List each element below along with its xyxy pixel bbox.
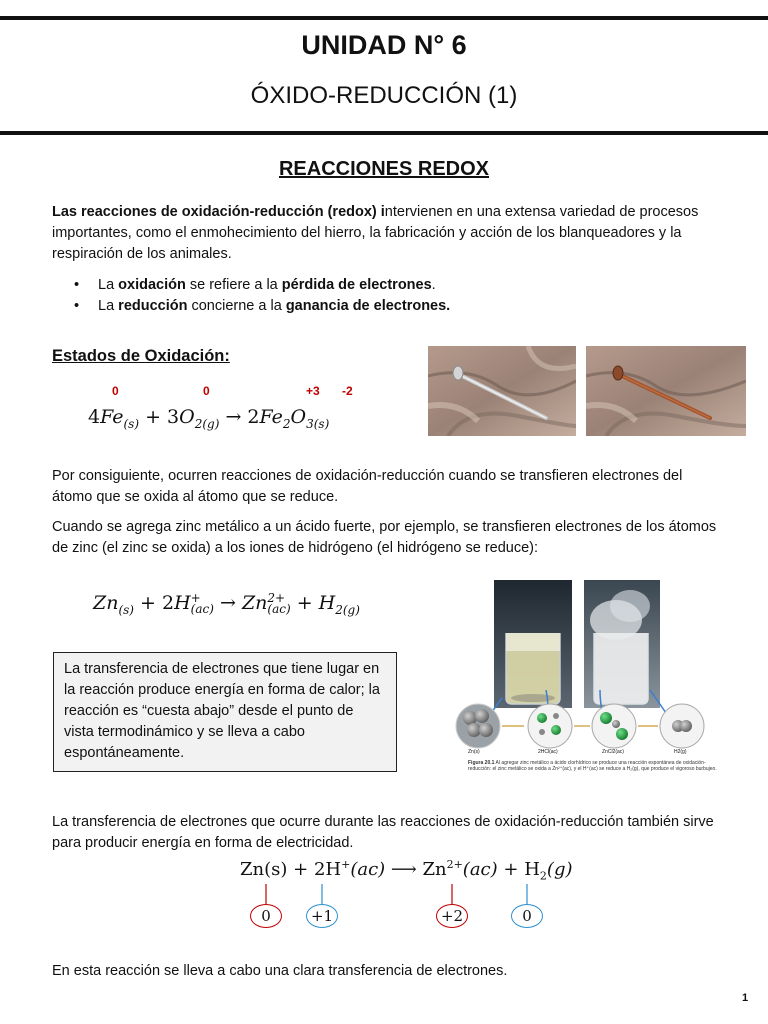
header-bottom-rule (0, 131, 768, 135)
oxidation-states-heading: Estados de Oxidación: (52, 347, 230, 365)
info-box: La transferencia de electrones que tiene lugar en la reacción produce energía en forma de calor; la reacción es “cuesta abajo” desde el punto de vista termodinámico y se lleva a cabo espontáneamente. (53, 652, 397, 772)
circle-zn-plus2: +2 (436, 904, 468, 928)
top-rule (0, 16, 768, 20)
ox-number-fe: 0 (112, 384, 119, 398)
unit-subtitle: ÓXIDO-REDUCCIÓN (1) (250, 82, 518, 109)
circle-zn-0: 0 (250, 904, 282, 928)
ox-number-fe2o3-o: -2 (342, 384, 353, 398)
transfer-paragraph: Por consiguiente, ocurren reacciones de oxidación-reducción cuando se transfieren electrones del átomo que se oxida al átomo que se reduce. (52, 468, 683, 505)
bullet-reduction: • La reducción concierne a la ganancia de electrones. (52, 296, 722, 317)
zinc-equation-image: Zn(s) + 2H+(ac) ⟶ $Zn^{2+}(ac) + H_2(g)$ (240, 858, 573, 883)
figure-label-zncl2: ZnCl2(ac) (602, 749, 624, 755)
bullet-oxidation: • La oxidación se refiere a la pérdida de electrones. (52, 275, 722, 296)
nail-photo-clean (428, 346, 576, 436)
figure-label-hcl: 2HCl(ac) (538, 749, 558, 755)
intro-bold: Las reacciones de oxidación-reducción (redox) i (52, 204, 385, 220)
intro-rest: ntervienen en una extensa variedad de procesos importantes, como el enmohecimiento del hierro, la fabricación y acción de los blanqueadores y la respiración de los animales. (52, 204, 699, 262)
closing-paragraph: En esta reacción se lleva a cabo una clara transferencia de electrones. (52, 963, 508, 979)
electricity-paragraph: La transferencia de electrones que ocurre durante las reacciones de oxidación-reducción también sirve para producir energía en forma de electricidad. (52, 814, 714, 851)
figure-caption: Figura 20.1 Al agregar zinc metálico a ácido clorhídrico se produce una reacción espontánea de oxidación-reducción: el zinc metálico se oxida a Zn²⁺(ac), y el H⁺(ac) se reduce a H₂(g), que produce el vigoroso burbujeo. (468, 760, 717, 772)
section-title: REACCIONES REDOX (278, 158, 490, 180)
bullet-list (52, 275, 722, 317)
circle-h-plus1: +1 (306, 904, 338, 928)
figure-label-h2: H2(g) (674, 749, 687, 755)
unit-title: UNIDAD N° 6 (301, 30, 467, 60)
page-number: 1 (742, 992, 749, 1004)
zinc-acid-figure (450, 578, 750, 788)
circle-h2-0: 0 (511, 904, 543, 928)
intro-paragraph (52, 202, 722, 265)
equation-connector-lines (0, 884, 768, 924)
iron-oxidation-equation: $4Fe_{(s)} + 3O_{2(g)} \to 2Fe_2O_{3(s)}$ (88, 406, 330, 431)
zinc-paragraph: Cuando se agrega zinc metálico a un ácido fuerte, por ejemplo, se transfieren electrones de los átomos de zinc (el zinc se oxida) a los iones de hidrógeno (el hidrógeno se reduce): (52, 519, 717, 556)
nail-photo-rusted (586, 346, 746, 436)
figure-label-zn: Zn(s) (468, 749, 480, 755)
zinc-equation: $Zn_{(s)} + 2H$ + (ac) → Zn 2+ (ac) + $H_{2(g)}$ (93, 591, 360, 617)
ox-number-o2: 0 (203, 384, 210, 398)
ox-number-fe2o3-fe: +3 (306, 384, 320, 398)
